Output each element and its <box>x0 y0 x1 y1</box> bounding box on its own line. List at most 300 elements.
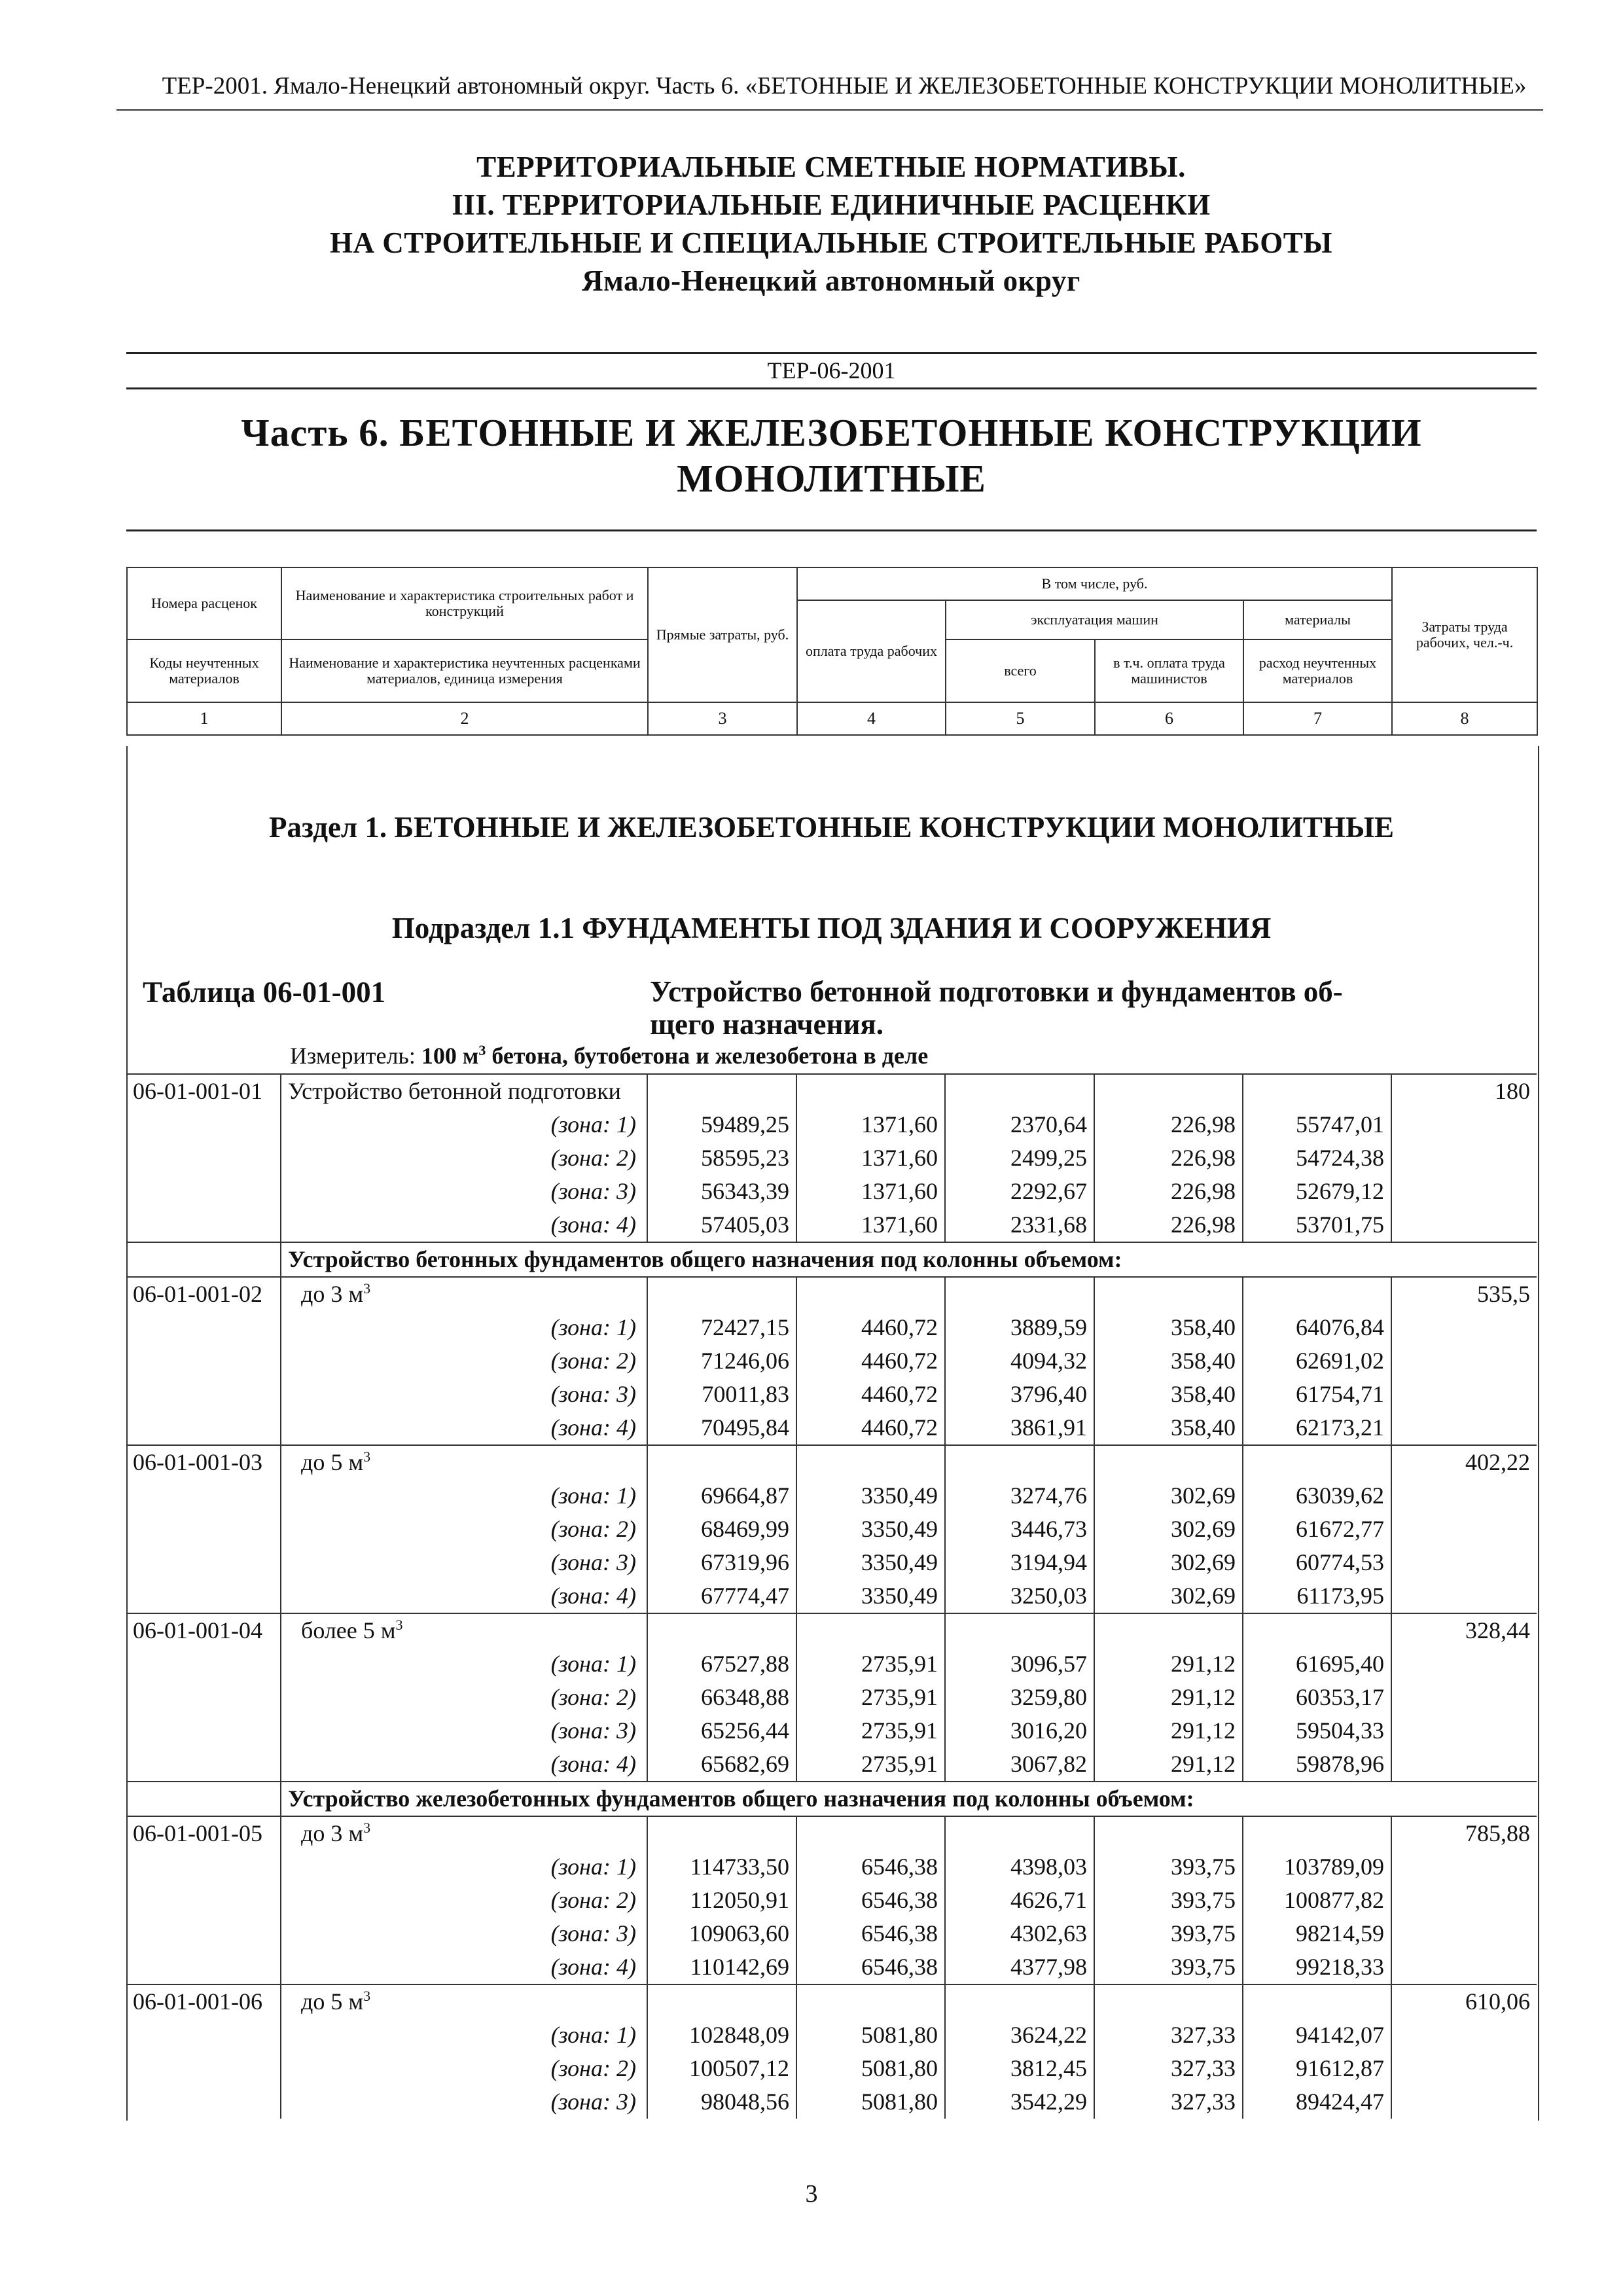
part-title-line: МОНОЛИТНЫЕ <box>677 457 986 500</box>
value-cell <box>796 1311 945 1344</box>
table-row <box>126 1141 1537 1175</box>
value-cell-text: 61754,71 <box>1296 1381 1384 1407</box>
code-cell <box>126 1714 281 1748</box>
value-cell <box>647 1884 796 1917</box>
value-cell <box>1094 1208 1243 1242</box>
zone-label-text: (зона: 4) <box>550 1414 636 1441</box>
value-cell-text: 302,69 <box>1171 1516 1236 1542</box>
table-row <box>126 1850 1537 1884</box>
value-cell <box>1243 1884 1391 1917</box>
labor-cell <box>1391 1411 1537 1445</box>
value-cell-text: 3350,49 <box>861 1549 938 1575</box>
header-operator-pay: в т.ч. оплата труда машинистов <box>1095 639 1243 702</box>
value-cell-text: 52679,12 <box>1296 1178 1384 1204</box>
value-cell <box>945 1108 1094 1141</box>
value-cell <box>647 1378 796 1411</box>
value-cell <box>647 2018 796 2052</box>
value-cell <box>1243 1917 1391 1950</box>
table-row <box>126 1513 1537 1546</box>
zone-label <box>281 1208 647 1242</box>
value-cell-text: 99218,33 <box>1296 1954 1384 1980</box>
value-cell <box>647 1311 796 1344</box>
value-cell-text: 6546,38 <box>861 1887 938 1913</box>
value-cell-text: 61173,95 <box>1296 1583 1384 1609</box>
rate-row <box>126 1277 1537 1311</box>
page-number: 3 <box>805 2180 818 2208</box>
value-cell-text: 1371,60 <box>861 1178 938 1204</box>
table-row <box>126 1175 1537 1208</box>
value-cell-text: 61672,77 <box>1296 1516 1384 1542</box>
column-number: 2 <box>281 702 648 735</box>
value-cell <box>647 1344 796 1378</box>
group-title-text: Устройство железобетонных фундаментов общего назначения под колонны объемом: <box>288 1785 1194 1812</box>
value-cell <box>945 1917 1094 1950</box>
value-cell <box>796 2085 945 2119</box>
value-cell-text: 5081,80 <box>861 2089 938 2115</box>
labor-hours-text: 328,44 <box>1465 1617 1530 1643</box>
value-cell-text: 3250,03 <box>1010 1583 1087 1609</box>
value-cell <box>1094 1546 1243 1579</box>
value-cell <box>796 1546 945 1579</box>
code-cell <box>126 1579 281 1613</box>
group-title <box>281 1242 1537 1277</box>
zone-label-text: (зона: 3) <box>550 2089 636 2115</box>
value-cell <box>1094 1378 1243 1411</box>
zone-label <box>281 1579 647 1613</box>
value-cell <box>796 1208 945 1242</box>
group-code-cell <box>126 1782 281 1816</box>
value-cell <box>796 1479 945 1513</box>
value-cell <box>945 1411 1094 1445</box>
value-cell <box>796 1917 945 1950</box>
measure-value-rest: бетона, бутобетона и железобетона в деле <box>486 1043 929 1069</box>
value-cell <box>1094 1647 1243 1681</box>
value-cell-text: 67527,88 <box>701 1651 789 1677</box>
value-cell <box>945 1950 1094 1984</box>
rate-name <box>281 1984 647 2018</box>
value-cell-text: 55747,01 <box>1296 1111 1384 1138</box>
value-cell-text: 5081,80 <box>861 2055 938 2081</box>
value-cell <box>1243 1714 1391 1748</box>
value-cell <box>1094 1277 1243 1311</box>
code-cell <box>126 1108 281 1141</box>
labor-cell <box>1391 1175 1537 1208</box>
code-cell <box>126 1884 281 1917</box>
rate-code <box>126 1445 281 1479</box>
value-cell-text: 3889,59 <box>1010 1314 1087 1340</box>
labor-cell <box>1391 1850 1537 1884</box>
value-cell <box>1243 1378 1391 1411</box>
zone-label <box>281 2085 647 2119</box>
value-cell <box>1094 1950 1243 1984</box>
title-line: НА СТРОИТЕЛЬНЫЕ И СПЕЦИАЛЬНЫЕ СТРОИТЕЛЬНЫЕ РАБОТЫ <box>330 226 1332 259</box>
value-cell-text: 63039,62 <box>1296 1482 1384 1509</box>
table-row <box>126 2085 1537 2119</box>
value-cell-text: 2292,67 <box>1010 1178 1087 1204</box>
value-cell <box>945 2085 1094 2119</box>
rate-row <box>126 1984 1537 2018</box>
value-cell-text: 3542,29 <box>1010 2089 1087 2115</box>
value-cell <box>1094 1311 1243 1344</box>
value-cell-text: 1371,60 <box>861 1211 938 1238</box>
value-cell <box>796 1748 945 1782</box>
value-cell-text: 302,69 <box>1171 1583 1236 1609</box>
value-cell-text: 70495,84 <box>701 1414 789 1441</box>
labor-cell <box>1391 1311 1537 1344</box>
labor-cell <box>1391 1546 1537 1579</box>
value-cell <box>647 1175 796 1208</box>
value-cell-text: 3350,49 <box>861 1516 938 1542</box>
value-cell <box>647 1850 796 1884</box>
value-cell <box>796 1816 945 1850</box>
value-cell-text: 4460,72 <box>861 1414 938 1441</box>
value-cell <box>647 1748 796 1782</box>
value-cell <box>945 1850 1094 1884</box>
value-cell-text: 3446,73 <box>1010 1516 1087 1542</box>
value-cell-text: 67319,96 <box>701 1549 789 1575</box>
value-cell-text: 4460,72 <box>861 1381 938 1407</box>
value-cell-text: 226,98 <box>1171 1145 1236 1171</box>
value-cell-text: 114733,50 <box>690 1854 789 1880</box>
labor-hours-text: 610,06 <box>1465 1988 1530 2015</box>
zone-label-text: (зона: 1) <box>550 1314 636 1340</box>
value-cell-text: 94142,07 <box>1296 2022 1384 2048</box>
value-cell <box>945 1816 1094 1850</box>
value-cell <box>1243 1445 1391 1479</box>
value-cell-text: 62173,21 <box>1296 1414 1384 1441</box>
divider <box>126 352 1537 354</box>
value-cell-text: 2370,64 <box>1010 1111 1087 1138</box>
value-cell <box>647 1411 796 1445</box>
group-title-text: Устройство бетонных фундаментов общего назначения под колонны объемом: <box>288 1246 1122 1272</box>
table-row <box>126 1579 1537 1613</box>
value-cell-text: 109063,60 <box>689 1920 789 1946</box>
table-row <box>126 1546 1537 1579</box>
value-cell <box>1094 2085 1243 2119</box>
value-cell <box>1243 1141 1391 1175</box>
labor-hours-text: 535,5 <box>1477 1281 1530 1307</box>
header-including: В том числе, руб. <box>797 567 1392 600</box>
value-cell <box>796 2018 945 2052</box>
value-cell <box>1243 1579 1391 1613</box>
value-cell <box>796 2052 945 2085</box>
value-cell <box>796 1647 945 1681</box>
value-cell-text: 4377,98 <box>1010 1954 1087 1980</box>
value-cell-text: 2735,91 <box>861 1651 938 1677</box>
value-cell <box>1094 1984 1243 2018</box>
rate-code-text: 06-01-001-03 <box>133 1449 262 1475</box>
value-cell-text: 3624,22 <box>1010 2022 1087 2048</box>
value-cell <box>796 1950 945 1984</box>
value-cell <box>1094 1714 1243 1748</box>
value-cell-text: 58595,23 <box>701 1145 789 1171</box>
code-cell <box>126 1208 281 1242</box>
zone-label <box>281 1108 647 1141</box>
labor-hours <box>1391 1613 1537 1647</box>
value-cell-text: 358,40 <box>1171 1381 1236 1407</box>
value-cell <box>945 1579 1094 1613</box>
zone-label <box>281 1411 647 1445</box>
zone-label <box>281 1479 647 1513</box>
value-cell <box>1243 1108 1391 1141</box>
zone-label-text: (зона: 4) <box>550 1211 636 1238</box>
group-header-row <box>126 1242 1537 1277</box>
header-labor-hours: Затраты труда рабочих, чел.-ч. <box>1392 567 1537 702</box>
code-cell <box>126 1141 281 1175</box>
labor-cell <box>1391 2085 1537 2119</box>
value-cell <box>1094 1479 1243 1513</box>
code-cell <box>126 1950 281 1984</box>
header-material-codes: Коды неучтенных материалов <box>127 639 281 702</box>
value-cell-text: 3274,76 <box>1010 1482 1087 1509</box>
labor-cell <box>1391 1950 1537 1984</box>
rate-name <box>281 1074 647 1108</box>
value-cell-text: 59504,33 <box>1296 1717 1384 1744</box>
code-cell <box>126 2052 281 2085</box>
labor-cell <box>1391 1917 1537 1950</box>
value-cell <box>647 1714 796 1748</box>
header-machines-total: всего <box>946 639 1095 702</box>
value-cell-text: 3096,57 <box>1010 1651 1087 1677</box>
value-cell-text: 6546,38 <box>861 1954 938 1980</box>
table-row <box>126 1950 1537 1984</box>
labor-cell <box>1391 1479 1537 1513</box>
value-cell <box>1094 1681 1243 1714</box>
header-machines: эксплуатация машин <box>946 600 1243 639</box>
rate-name <box>281 1816 647 1850</box>
code-cell <box>126 1850 281 1884</box>
code-cell <box>126 1647 281 1681</box>
value-cell-text: 2735,91 <box>861 1684 938 1710</box>
column-number: 6 <box>1095 702 1243 735</box>
zone-label <box>281 1681 647 1714</box>
value-cell-text: 3259,80 <box>1010 1684 1087 1710</box>
zone-label-text: (зона: 2) <box>550 1348 636 1374</box>
zone-label <box>281 1344 647 1378</box>
rate-code-text: 06-01-001-06 <box>133 1988 262 2015</box>
value-cell-text: 4460,72 <box>861 1348 938 1374</box>
value-cell-text: 393,75 <box>1171 1854 1236 1880</box>
value-cell <box>1094 1748 1243 1782</box>
zone-label <box>281 1311 647 1344</box>
zone-label <box>281 1884 647 1917</box>
value-cell <box>1094 1579 1243 1613</box>
value-cell-text: 358,40 <box>1171 1314 1236 1340</box>
value-cell-text: 67774,47 <box>701 1583 789 1609</box>
value-cell-text: 91612,87 <box>1296 2055 1384 2081</box>
labor-cell <box>1391 1647 1537 1681</box>
code-cell <box>126 1378 281 1411</box>
value-cell-text: 112050,91 <box>690 1887 789 1913</box>
value-cell-text: 358,40 <box>1171 1414 1236 1441</box>
value-cell <box>1243 1513 1391 1546</box>
zone-label <box>281 1647 647 1681</box>
value-cell <box>1094 1141 1243 1175</box>
value-cell-text: 60353,17 <box>1296 1684 1384 1710</box>
column-number: 4 <box>797 702 946 735</box>
value-cell-text: 393,75 <box>1171 1887 1236 1913</box>
value-cell <box>945 1984 1094 2018</box>
value-cell <box>945 1613 1094 1647</box>
value-cell-text: 358,40 <box>1171 1348 1236 1374</box>
value-cell <box>647 1513 796 1546</box>
value-cell <box>796 1175 945 1208</box>
value-cell <box>1243 1208 1391 1242</box>
title-line: ТЕРРИТОРИАЛЬНЫЕ СМЕТНЫЕ НОРМАТИВЫ. <box>476 151 1186 183</box>
value-cell <box>945 1277 1094 1311</box>
value-cell-text: 3812,45 <box>1010 2055 1087 2081</box>
rate-name-sup: 3 <box>395 1617 403 1633</box>
value-cell <box>647 1950 796 1984</box>
table-row <box>126 1378 1537 1411</box>
table-row <box>126 1479 1537 1513</box>
labor-hours-text: 785,88 <box>1465 1820 1530 1846</box>
value-cell <box>647 1208 796 1242</box>
labor-cell <box>1391 1884 1537 1917</box>
value-cell <box>945 1647 1094 1681</box>
value-cell-text: 6546,38 <box>861 1920 938 1946</box>
value-cell-text: 57405,03 <box>701 1211 789 1238</box>
value-cell <box>796 1579 945 1613</box>
value-cell-text: 4460,72 <box>861 1314 938 1340</box>
value-cell-text: 1371,60 <box>861 1111 938 1138</box>
labor-hours <box>1391 1445 1537 1479</box>
rate-code <box>126 1277 281 1311</box>
value-cell <box>796 1411 945 1445</box>
value-cell <box>647 1074 796 1108</box>
group-header-row <box>126 1782 1537 1816</box>
rate-code <box>126 1816 281 1850</box>
labor-hours <box>1391 1074 1537 1108</box>
labor-cell <box>1391 1141 1537 1175</box>
value-cell-text: 327,33 <box>1171 2055 1236 2081</box>
value-cell-text: 302,69 <box>1171 1549 1236 1575</box>
value-cell <box>945 1884 1094 1917</box>
rate-name-sup: 3 <box>363 1280 371 1297</box>
code-cell <box>126 1479 281 1513</box>
rate-name-text: более 5 м <box>301 1617 396 1643</box>
value-cell-text: 3796,40 <box>1010 1381 1087 1407</box>
value-cell-text: 66348,88 <box>701 1684 789 1710</box>
value-cell <box>647 1546 796 1579</box>
value-cell-text: 53701,75 <box>1296 1211 1384 1238</box>
value-cell-text: 2735,91 <box>861 1751 938 1777</box>
rate-code-text: 06-01-001-02 <box>133 1281 262 1307</box>
value-cell <box>796 1445 945 1479</box>
running-header: ТЕР-2001. Ямало-Ненецкий автономный округ. Часть 6. «БЕТОННЫЕ И ЖЕЛЕЗОБЕТОННЫЕ КОНСТРУКЦИИ МОНОЛИТНЫЕ» <box>162 73 1527 99</box>
code-cell <box>126 2085 281 2119</box>
value-cell <box>1243 1175 1391 1208</box>
labor-cell <box>1391 1681 1537 1714</box>
group-code-cell <box>126 1242 281 1277</box>
value-cell <box>1094 1884 1243 1917</box>
table-row <box>126 1884 1537 1917</box>
value-cell-text: 3016,20 <box>1010 1717 1087 1744</box>
value-cell <box>1243 1277 1391 1311</box>
labor-cell <box>1391 1108 1537 1141</box>
value-cell <box>945 1714 1094 1748</box>
value-cell <box>1094 1074 1243 1108</box>
value-cell <box>796 1074 945 1108</box>
measure-sup: 3 <box>478 1042 486 1058</box>
table-title-line: щего назначения. <box>650 1008 883 1041</box>
value-cell <box>1243 1816 1391 1850</box>
value-cell-text: 70011,83 <box>702 1381 789 1407</box>
rate-name-text: до 3 м <box>301 1281 364 1307</box>
value-cell-text: 100507,12 <box>689 2055 789 2081</box>
value-cell <box>1094 2052 1243 2085</box>
zone-label-text: (зона: 4) <box>550 1583 636 1609</box>
rates-table <box>126 1073 1537 2119</box>
value-cell-text: 291,12 <box>1171 1717 1236 1744</box>
value-cell <box>945 1378 1094 1411</box>
zone-label <box>281 2018 647 2052</box>
code-cell <box>126 2018 281 2052</box>
header-direct-costs: Прямые затраты, руб. <box>648 567 797 702</box>
group-title <box>281 1782 1537 1816</box>
part-title <box>126 410 1537 501</box>
rate-name-text: до 3 м <box>301 1820 364 1846</box>
value-cell-text: 291,12 <box>1171 1651 1236 1677</box>
measure-value: 100 м <box>421 1043 479 1069</box>
value-cell-text: 393,75 <box>1171 1954 1236 1980</box>
code-cell <box>126 1411 281 1445</box>
labor-cell <box>1391 2018 1537 2052</box>
value-cell <box>647 1984 796 2018</box>
value-cell <box>647 1917 796 1950</box>
rate-name <box>281 1445 647 1479</box>
value-cell <box>945 1681 1094 1714</box>
value-cell-text: 3067,82 <box>1010 1751 1087 1777</box>
subsection-title: Подраздел 1.1 ФУНДАМЕНТЫ ПОД ЗДАНИЯ И СООРУЖЕНИЯ <box>391 912 1272 944</box>
value-cell <box>796 1984 945 2018</box>
value-cell <box>647 1816 796 1850</box>
table-row <box>126 1917 1537 1950</box>
value-cell-text: 3350,49 <box>861 1583 938 1609</box>
value-cell <box>945 1513 1094 1546</box>
value-cell <box>945 2052 1094 2085</box>
value-cell <box>1094 1175 1243 1208</box>
value-cell-text: 89424,47 <box>1296 2089 1384 2115</box>
value-cell-text: 68469,99 <box>701 1516 789 1542</box>
table-row <box>126 1647 1537 1681</box>
zone-label-text: (зона: 3) <box>550 1717 636 1744</box>
value-cell-text: 2735,91 <box>861 1717 938 1744</box>
zone-label-text: (зона: 1) <box>550 1482 636 1509</box>
value-cell <box>1243 1681 1391 1714</box>
value-cell <box>945 1208 1094 1242</box>
value-cell-text: 61695,40 <box>1296 1651 1384 1677</box>
labor-cell <box>1391 2052 1537 2085</box>
value-cell-text: 3861,91 <box>1010 1414 1087 1441</box>
labor-hours <box>1391 1277 1537 1311</box>
value-cell-text: 110142,69 <box>690 1954 789 1980</box>
table-row <box>126 1208 1537 1242</box>
zone-label-text: (зона: 1) <box>550 1854 636 1880</box>
value-cell <box>647 1681 796 1714</box>
value-cell <box>1094 2018 1243 2052</box>
rate-code-text: 06-01-001-01 <box>133 1078 262 1104</box>
column-number: 7 <box>1243 702 1392 735</box>
code-cell <box>126 1546 281 1579</box>
value-cell <box>796 1714 945 1748</box>
rate-row <box>126 1816 1537 1850</box>
value-cell <box>1243 2085 1391 2119</box>
zone-label <box>281 1748 647 1782</box>
value-cell-text: 6546,38 <box>861 1854 938 1880</box>
value-cell <box>647 1479 796 1513</box>
zone-label <box>281 1513 647 1546</box>
